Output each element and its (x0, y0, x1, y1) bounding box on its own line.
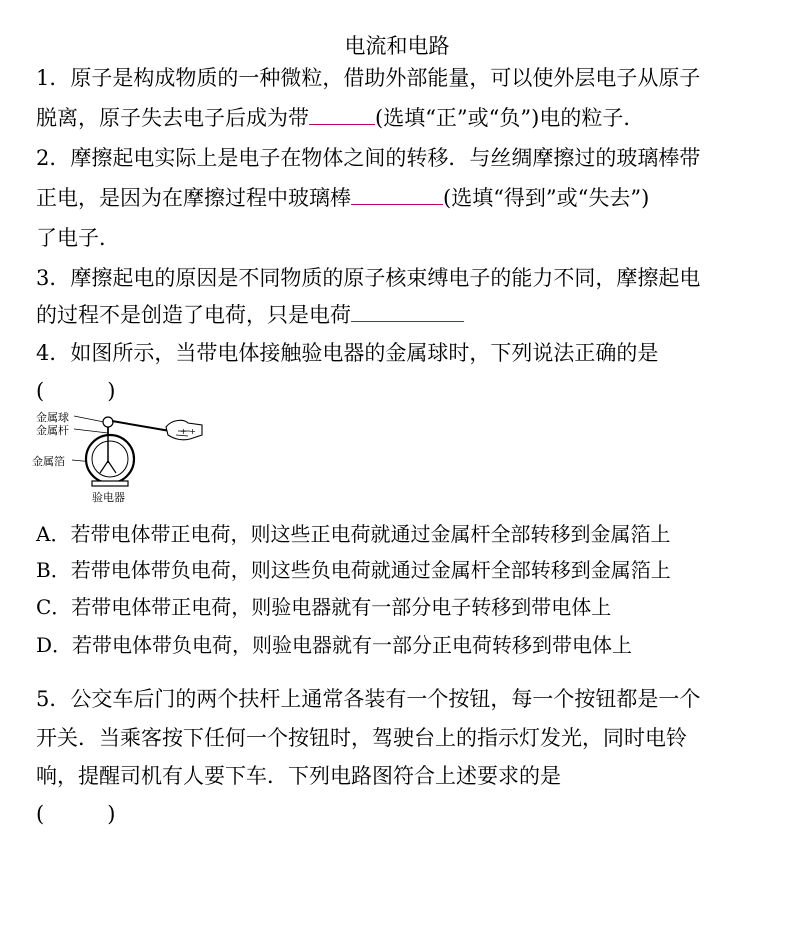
q4-option-c[interactable]: C．若带电体带正电荷，则验电器就有一部分电子转移到带电体上 (36, 595, 612, 619)
q4-option-d[interactable]: D．若带电体带负电荷，则验电器就有一部分正电荷转移到带电体上 (36, 633, 633, 657)
q5-line2: 开关．当乘客按下任何一个按钮时，驾驶台上的指示灯发光，同时电铃 (36, 726, 687, 750)
q2-line3: 了电子． (36, 226, 120, 250)
q2-answer-blank[interactable] (351, 184, 443, 205)
label-metal-foil: 金属箔 (32, 455, 65, 468)
q3-line2-text-a: 的过程不是创造了电荷，只是电荷 (36, 303, 351, 327)
q4-line1: 4．如图所示，当带电体接触验电器的金属球时，下列说法正确的是 (36, 341, 659, 365)
q3-answer-blank[interactable] (351, 301, 464, 322)
q5-line1: 5．公交车后门的两个扶杆上通常各装有一个按钮，每一个按钮都是一个 (36, 687, 701, 711)
q5-line3: 响，提醒司机有人要下车．下列电路图符合上述要求的是 (36, 764, 561, 788)
q4-answer-paren[interactable]: ( ) (36, 379, 116, 403)
q3-line1: 3．摩擦起电的原因是不同物质的原子核束缚电子的能力不同，摩擦起电 (36, 266, 701, 290)
q4-option-b[interactable]: B．若带电体带负电荷，则这些负电荷就通过金属杆全部转移到金属箔上 (36, 558, 671, 582)
label-metal-rod: 金属杆 (36, 424, 69, 437)
q1-line2-text-a: 脱离，原子失去电子后成为带 (36, 106, 309, 130)
q4-option-a[interactable]: A．若带电体带正电荷，则这些正电荷就通过金属杆全部转移到金属箔上 (36, 522, 671, 546)
electroscope-drawing (30, 405, 210, 495)
q2-line2-text-b: (选填“得到”或“失去”) (443, 186, 650, 210)
q3-line2 (36, 300, 464, 330)
q1-line2-text-b: (选填“正”或“负”)电的粒子． (375, 106, 645, 130)
electroscope-caption: 验电器 (92, 491, 125, 504)
q2-line2-text-a: 正电，是因为在摩擦过程中玻璃棒 (36, 186, 351, 210)
electroscope-figure (30, 405, 210, 510)
q2-line2 (36, 183, 649, 213)
label-metal-ball: 金属球 (36, 411, 69, 424)
q5-answer-paren[interactable]: ( ) (36, 802, 116, 826)
page-title: 电流和电路 (344, 34, 450, 58)
q2-line1: 2．摩擦起电实际上是电子在物体之间的转移．与丝绸摩擦过的玻璃棒带 (36, 146, 701, 170)
q1-answer-blank[interactable] (309, 104, 375, 125)
svg-text:+ +: + + (180, 427, 196, 436)
q1-line2 (36, 103, 644, 133)
q1-line1: 1．原子是构成物质的一种微粒，借助外部能量，可以使外层电子从原子 (36, 66, 701, 90)
